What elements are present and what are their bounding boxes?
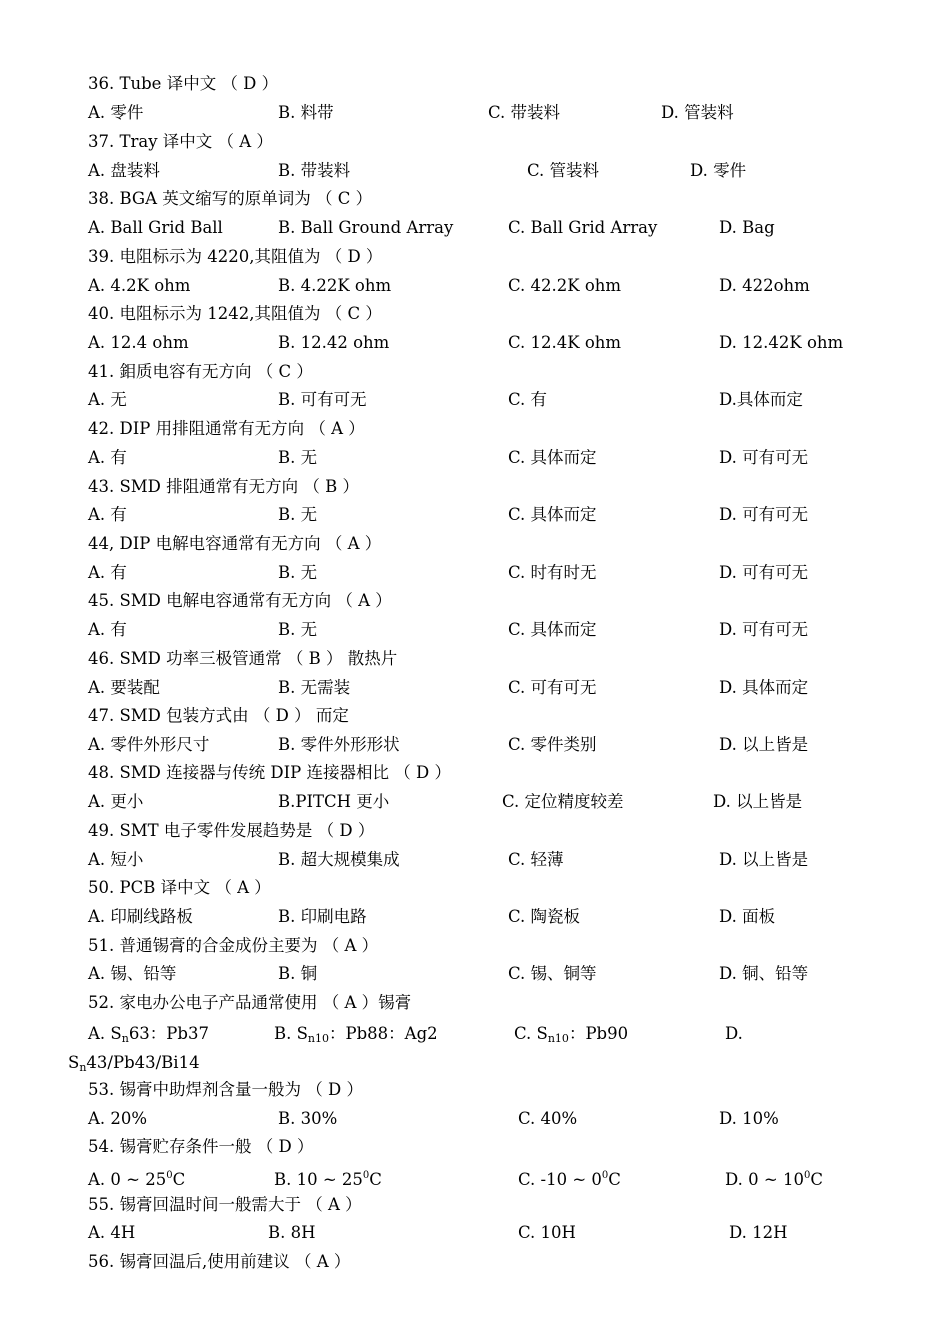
option-d: D. 以上皆是 xyxy=(719,850,809,869)
option-b: B. 铜 xyxy=(278,964,318,983)
option-a: A. 短小 xyxy=(88,850,144,869)
question-36: 36. Tube 译中文 （ D ） xyxy=(88,74,279,93)
options-51 xyxy=(0,963,950,985)
option-a: A. 无 xyxy=(88,390,127,409)
option-b: B. 8H xyxy=(268,1223,316,1242)
options-42 xyxy=(0,447,950,469)
option-b: B. 10 ~ $25^0C$ xyxy=(274,1170,382,1189)
option-c: C. 40% xyxy=(518,1109,578,1128)
question-46: 46. SMD 功率三极管通常 （ B ） 散热片 xyxy=(88,649,398,668)
options-38 xyxy=(0,217,950,239)
option-d: D. 具体而定 xyxy=(719,678,809,697)
option-c: C. 具体而定 xyxy=(508,620,597,639)
option-b: B. 料带 xyxy=(278,103,334,122)
options-47 xyxy=(0,734,950,756)
option-d: D. xyxy=(725,1024,743,1043)
question-50: 50. PCB 译中文 （ A ） xyxy=(88,878,271,897)
option-d: D. 422ohm xyxy=(719,276,810,295)
option-b: B. 4.22K ohm xyxy=(278,276,392,295)
option-b: B. 超大规模集成 xyxy=(278,850,400,869)
option-a: A. 零件外形尺寸 xyxy=(88,735,210,754)
option-a: A. 零件 xyxy=(88,103,144,122)
option-c: C. 具体而定 xyxy=(508,448,597,467)
option-a: A. 4H xyxy=(88,1223,136,1242)
question-48: 48. SMD 连接器与传统 DIP 连接器相比 （ D ） xyxy=(88,763,451,782)
option-b: B. $S_{n10}$：Pb88：Ag2 xyxy=(274,1024,438,1045)
option-d: D. 10% xyxy=(719,1109,779,1128)
option-a: A. 0 ~ $25^0C$ xyxy=(88,1170,186,1189)
options-50 xyxy=(0,906,950,928)
question-51: 51. 普通锡膏的合金成份主要为 （ A ） xyxy=(88,936,379,955)
option-c: C. 10H xyxy=(518,1223,576,1242)
question-43: 43. SMD 排阻通常有无方向 （ B ） xyxy=(88,477,360,496)
option-d: D. Bag xyxy=(719,218,775,237)
question-39: 39. 电阻标示为 4220,其阻值为 （ D ） xyxy=(88,247,383,266)
question-45: 45. SMD 电解电容通常有无方向 （ A ） xyxy=(88,591,392,610)
option-c: C. 零件类别 xyxy=(508,735,597,754)
option-d: D. 可有可无 xyxy=(719,448,809,467)
question-41: 41. 鉬质电容有无方向 （ C ） xyxy=(88,362,313,381)
question-44: 44, DIP 电解电容通常有无方向 （ A ） xyxy=(88,534,382,553)
option-c: C. 12.4K ohm xyxy=(508,333,622,352)
option-c: C. Ball Grid Array xyxy=(508,218,658,237)
option-b: B. 无 xyxy=(278,620,318,639)
option-b: B. 零件外形形状 xyxy=(278,735,400,754)
options-40 xyxy=(0,332,950,354)
option-a: A. 要装配 xyxy=(88,678,160,697)
options-52 xyxy=(0,1023,950,1045)
option-a: A. 4.2K ohm xyxy=(88,276,191,295)
option-b: B. 带装料 xyxy=(278,161,351,180)
option-d: D. 12.42K ohm xyxy=(719,333,844,352)
option-c: C. 42.2K ohm xyxy=(508,276,622,295)
question-42: 42. DIP 用排阻通常有无方向 （ A ） xyxy=(88,419,365,438)
option-d: D. 可有可无 xyxy=(719,620,809,639)
option-c: C. 定位精度较差 xyxy=(502,792,624,811)
option-a: A. 有 xyxy=(88,620,127,639)
option-a: A. 更小 xyxy=(88,792,144,811)
option-d: D. 面板 xyxy=(719,907,776,926)
option-a: A. Ball Grid Ball xyxy=(88,218,223,237)
option-a: A. 有 xyxy=(88,448,127,467)
options-41 xyxy=(0,389,950,411)
option-c: C. 时有时无 xyxy=(508,563,597,582)
option-b: B. 12.42 ohm xyxy=(278,333,390,352)
option-c: C. 可有可无 xyxy=(508,678,597,697)
option-b: B. 30% xyxy=(278,1109,338,1128)
option-d: D. 管装料 xyxy=(661,103,734,122)
question-56: 56. 锡膏回温后,使用前建议 （ A ） xyxy=(88,1252,351,1271)
option-c: C. 陶瓷板 xyxy=(508,907,581,926)
option-d: D. 以上皆是 xyxy=(713,792,803,811)
option-d: D. 12H xyxy=(729,1223,788,1242)
option-d-continued: $S_n43/Pb43/Bi14$ xyxy=(68,1053,200,1074)
option-c: C. 带装料 xyxy=(488,103,561,122)
option-c: C. -10 ~ $0^0C$ xyxy=(518,1170,621,1189)
question-37: 37. Tray 译中文 （ A ） xyxy=(88,132,273,151)
option-b: B. 无 xyxy=(278,505,318,524)
option-a: A. 盘装料 xyxy=(88,161,160,180)
question-38: 38. BGA 英文缩写的原单词为 （ C ） xyxy=(88,189,373,208)
option-d: D. 以上皆是 xyxy=(719,735,809,754)
question-52: 52. 家电办公电子产品通常使用 （ A ）锡膏 xyxy=(88,993,412,1012)
options-45 xyxy=(0,619,950,641)
option-a: A. 有 xyxy=(88,563,127,582)
option-b: B. 无 xyxy=(278,563,318,582)
option-c: C. 轻薄 xyxy=(508,850,564,869)
option-d: D. 0 ~ $10^0C$ xyxy=(725,1170,823,1189)
option-c: C. 具体而定 xyxy=(508,505,597,524)
question-53: 53. 锡膏中助焊剂含量一般为 （ D ） xyxy=(88,1080,363,1099)
options-46 xyxy=(0,677,950,699)
option-d: D. 可有可无 xyxy=(719,505,809,524)
option-d: D. 零件 xyxy=(690,161,747,180)
question-47: 47. SMD 包装方式由 （ D ） 而定 xyxy=(88,706,349,725)
options-48 xyxy=(0,791,950,813)
option-b: B. Ball Ground Array xyxy=(278,218,454,237)
option-a: A. $S_n63$：Pb37 xyxy=(88,1024,209,1045)
option-a: A. 印刷线路板 xyxy=(88,907,193,926)
options-44 xyxy=(0,562,950,584)
option-b: B. 无 xyxy=(278,448,318,467)
options-54 xyxy=(0,1165,950,1187)
options-55 xyxy=(0,1222,950,1244)
option-c: C. 有 xyxy=(508,390,548,409)
option-a: A. 有 xyxy=(88,505,127,524)
option-c: C. 管装料 xyxy=(527,161,600,180)
option-c: C. 锡、铜等 xyxy=(508,964,597,983)
option-a: A. 20% xyxy=(88,1109,148,1128)
option-b: B. 可有可无 xyxy=(278,390,367,409)
options-39 xyxy=(0,275,950,297)
option-a: A. 12.4 ohm xyxy=(88,333,189,352)
options-36 xyxy=(0,102,950,124)
options-49 xyxy=(0,849,950,871)
option-a: A. 锡、铅等 xyxy=(88,964,177,983)
options-43 xyxy=(0,504,950,526)
question-49: 49. SMT 电子零件发展趋势是 （ D ） xyxy=(88,821,375,840)
options-53 xyxy=(0,1108,950,1130)
question-54: 54. 锡膏贮存条件一般 （ D ） xyxy=(88,1137,314,1156)
option-c: C. $S_{n10}$：Pb90 xyxy=(514,1024,629,1045)
question-40: 40. 电阻标示为 1242,其阻值为 （ C ） xyxy=(88,304,382,323)
option-b: B. 无需装 xyxy=(278,678,351,697)
option-d: D.具体而定 xyxy=(719,390,803,409)
option-d: D. 铜、铅等 xyxy=(719,964,809,983)
option-d: D. 可有可无 xyxy=(719,563,809,582)
option-b: B.PITCH 更小 xyxy=(278,792,390,811)
options-37 xyxy=(0,160,950,182)
option-b: B. 印刷电路 xyxy=(278,907,367,926)
question-55: 55. 锡膏回温时间一般需大于 （ A ） xyxy=(88,1195,362,1214)
